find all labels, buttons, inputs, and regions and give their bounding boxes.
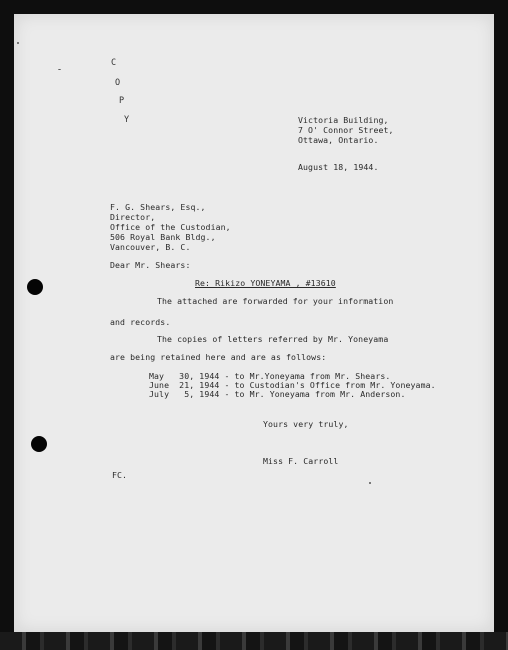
address-line: Victoria Building, xyxy=(298,115,389,125)
body-line: are being retained here and are as follows: xyxy=(110,352,327,362)
letter-page xyxy=(14,14,494,632)
typist-initials: FC. xyxy=(112,470,128,480)
speck xyxy=(17,42,19,44)
film-edge xyxy=(0,632,508,650)
closing: Yours very truly, xyxy=(263,419,349,429)
recipient-line: Vancouver, B. C. xyxy=(110,242,191,252)
copy-letter-y: Y xyxy=(124,115,130,125)
recipient-line: 506 Royal Bank Bldg., xyxy=(110,232,216,242)
body-line: and records. xyxy=(110,317,171,327)
body-line: The copies of letters referred by Mr. Yoneyama xyxy=(157,334,389,344)
letter-list-item: May 30, 1944 - to Mr.Yoneyama from Mr. Shears. xyxy=(149,371,391,381)
body-line: The attached are forwarded for your information xyxy=(157,296,394,306)
recipient-line: Director, xyxy=(110,212,156,222)
copy-letter-c: C xyxy=(111,58,117,68)
address-line: 7 O' Connor Street, xyxy=(298,125,394,135)
copy-letter-o: O xyxy=(115,78,121,88)
signature: Miss F. Carroll xyxy=(263,456,339,466)
recipient-line: F. G. Shears, Esq., xyxy=(110,202,206,212)
address-line: Ottawa, Ontario. xyxy=(298,135,379,145)
punch-hole xyxy=(31,436,47,452)
salutation: Dear Mr. Shears: xyxy=(110,260,191,270)
speck xyxy=(369,482,371,484)
recipient-line: Office of the Custodian, xyxy=(110,222,231,232)
speck xyxy=(58,69,61,70)
letter-list-item: June 21, 1944 - to Custodian's Office from Mr. Yoneyama. xyxy=(149,380,436,390)
punch-hole xyxy=(27,279,43,295)
letter-list-item: July 5, 1944 - to Mr. Yoneyama from Mr. Anderson. xyxy=(149,389,406,399)
letter-date: August 18, 1944. xyxy=(298,162,379,172)
copy-letter-p: P xyxy=(119,96,125,106)
subject-line: Re: Rikizo YONEYAMA , #13610 xyxy=(195,278,336,288)
